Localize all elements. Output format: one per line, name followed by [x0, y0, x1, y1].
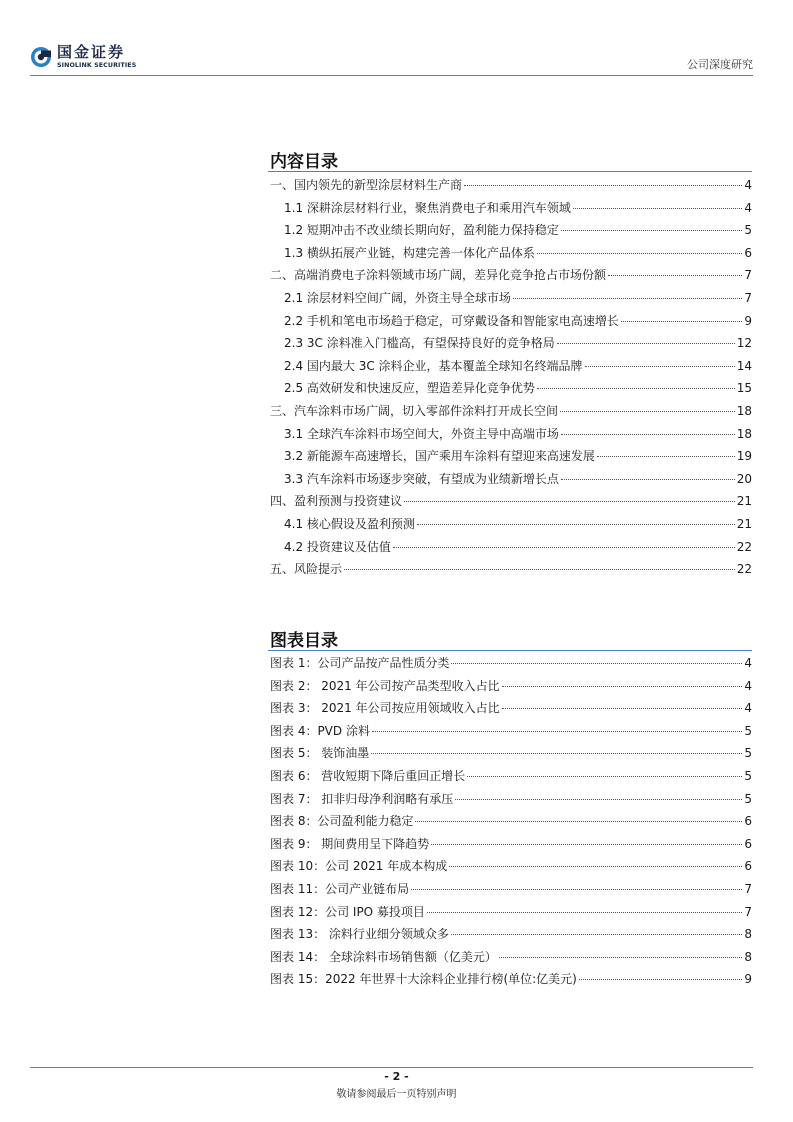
toc-entry-title: 4.1 核心假设及盈利预测	[284, 516, 415, 531]
dot-leader	[561, 479, 735, 480]
toc-entry[interactable]	[270, 312, 752, 335]
toc-entry[interactable]	[270, 357, 752, 380]
figure-list-entry-title: 图表 3： 2021 年公司按应用领域收入占比	[270, 701, 500, 716]
dot-leader	[502, 708, 743, 709]
figure-list-entry-title: 图表 13： 涂料行业细分领域众多	[270, 927, 449, 942]
dot-leader	[393, 547, 735, 548]
toc-entry-page: 22	[736, 539, 752, 554]
toc-entry-page: 18	[736, 426, 752, 441]
toc-entry[interactable]	[270, 538, 752, 561]
dot-leader	[499, 957, 742, 958]
dot-leader	[579, 979, 743, 980]
figure-list-entry-title: 图表 6： 营收短期下降后重回正增长	[270, 768, 466, 783]
toc-entry-title: 3.3 汽车涂料市场逐步突破，有望成为业绩新增长点	[284, 471, 559, 486]
figure-list-entry-page: 8	[744, 949, 752, 964]
figure-list-entry[interactable]	[270, 970, 752, 993]
figure-list-entry[interactable]	[270, 654, 752, 677]
sinolink-logo-icon	[30, 46, 52, 68]
toc-entry-page: 21	[736, 516, 752, 531]
figure-list-entry[interactable]	[270, 767, 752, 790]
figure-list-entry-page: 6	[744, 859, 752, 874]
toc-entry-page: 5	[744, 223, 752, 238]
dot-leader	[451, 663, 742, 664]
dot-leader	[621, 321, 742, 322]
toc-entry-page: 15	[736, 381, 752, 396]
toc-entry[interactable]	[270, 266, 752, 289]
dot-leader	[415, 821, 742, 822]
dot-leader	[455, 799, 742, 800]
toc-entry-title: 四、盈利预测与投资建议	[270, 494, 403, 509]
dot-leader	[372, 731, 742, 732]
figures-title-rule	[268, 650, 752, 651]
figure-list-entry-title: 图表 7： 扣非归母净利润略有承压	[270, 791, 454, 806]
figure-list-entry-title: 图表 12：公司 IPO 募投项目	[270, 904, 425, 919]
figure-list-entry[interactable]	[270, 699, 752, 722]
toc-entry[interactable]	[270, 221, 752, 244]
figure-list-entry[interactable]	[270, 677, 752, 700]
toc-entry-page: 7	[744, 268, 752, 283]
toc-entry-page: 4	[744, 178, 752, 192]
toc-entry[interactable]	[270, 176, 752, 199]
figure-list-entry-title: 图表 10：公司 2021 年成本构成	[270, 859, 448, 874]
toc-entry[interactable]	[270, 425, 752, 448]
figure-list-entry-page: 4	[744, 678, 752, 693]
toc-entry-title: 1.2 短期冲击不改业绩长期向好，盈利能力保持稳定	[284, 223, 559, 238]
dot-leader	[344, 569, 735, 570]
toc-entry[interactable]	[270, 244, 752, 267]
toc-entry-page: 19	[736, 449, 752, 464]
logo-chinese-name: 国金证券	[57, 43, 126, 61]
dot-leader	[560, 411, 735, 412]
toc-entry[interactable]	[270, 492, 752, 515]
toc-entry-page: 22	[736, 562, 752, 577]
figure-list-entry[interactable]	[270, 722, 752, 745]
dot-leader	[537, 388, 735, 389]
figure-list-entry-title: 图表 5： 装饰油墨	[270, 746, 370, 761]
report-type-label: 公司深度研究	[687, 58, 753, 71]
toc-entry[interactable]	[270, 289, 752, 312]
figure-list-entry-page: 5	[744, 746, 752, 761]
figure-list-entry-title: 图表 11：公司产业链布局	[270, 881, 410, 896]
dot-leader	[502, 686, 743, 687]
figure-list-entry-page: 6	[744, 836, 752, 851]
figure-list-entry[interactable]	[270, 903, 752, 926]
dot-leader	[451, 934, 742, 935]
dot-leader	[561, 434, 735, 435]
page-header	[0, 0, 793, 76]
figure-list-entry-page: 8	[744, 927, 752, 942]
figure-list-entry[interactable]	[270, 835, 752, 858]
figure-list-entry-title: 图表 14： 全球涂料市场销售额（亿美元）	[270, 949, 497, 964]
figure-list-entry-title: 图表 2： 2021 年公司按产品类型收入占比	[270, 678, 500, 693]
figure-list-entry-page: 5	[744, 723, 752, 738]
toc-entry-title: 2.1 涂层材料空间广阔，外资主导全球市场	[284, 290, 511, 305]
dot-leader	[464, 185, 742, 186]
dot-leader	[371, 753, 742, 754]
figure-list-entry-title: 图表 8：公司盈利能力稳定	[270, 814, 414, 829]
logo-english-name: SINOLINK SECURITIES	[57, 62, 137, 69]
page-number: - 2 -	[384, 1070, 409, 1083]
toc-entry[interactable]	[270, 334, 752, 357]
table-of-contents	[270, 176, 752, 583]
figure-list-entry[interactable]	[270, 857, 752, 880]
toc-entry[interactable]	[270, 515, 752, 538]
figure-list-entry-title: 图表 1：公司产品按产品性质分类	[270, 656, 450, 670]
figure-list-entry-title: 图表 4：PVD 涂料	[270, 723, 370, 738]
toc-entry-page: 9	[744, 313, 752, 328]
company-logo	[30, 45, 136, 69]
header-divider	[30, 75, 753, 76]
toc-entry-title: 3.2 新能源车高速增长，国产乘用车涂料有望迎来高速发展	[284, 449, 595, 464]
dot-leader	[427, 912, 742, 913]
dot-leader	[417, 524, 735, 525]
disclaimer-note: 敬请参阅最后一页特别声明	[336, 1089, 457, 1100]
toc-entry[interactable]	[270, 199, 752, 222]
toc-entry[interactable]	[270, 379, 752, 402]
toc-entry-title: 三、汽车涂料市场广阔，切入零部件涂料打开成长空间	[270, 403, 559, 418]
toc-entry-page: 20	[736, 471, 752, 486]
toc-entry-page: 7	[744, 290, 752, 305]
toc-entry-title: 2.5 高效研发和快速反应，塑造差异化竞争优势	[284, 381, 535, 396]
dot-leader	[404, 501, 735, 502]
figure-list-entry-page: 5	[744, 791, 752, 806]
figure-list-entry[interactable]	[270, 925, 752, 948]
dot-leader	[537, 253, 742, 254]
toc-entry[interactable]	[270, 402, 752, 425]
figures-title: 图表目录	[270, 631, 338, 651]
toc-entry-title: 3.1 全球汽车涂料市场空间大，外资主导中高端市场	[284, 426, 559, 441]
figure-list-entry-page: 9	[744, 972, 752, 987]
dot-leader	[573, 208, 742, 209]
dot-leader	[561, 230, 742, 231]
figure-list-entry-page: 4	[744, 656, 752, 670]
figure-list-entry[interactable]	[270, 812, 752, 835]
toc-entry-page: 12	[736, 336, 752, 351]
figure-list-entry-page: 7	[744, 881, 752, 896]
contents-title-rule	[268, 171, 752, 172]
toc-entry[interactable]	[270, 560, 752, 583]
dot-leader	[513, 298, 742, 299]
dot-leader	[431, 844, 742, 845]
toc-entry-title: 二、高端消费电子涂料领域市场广阔，差异化竞争抢占市场份额	[270, 268, 607, 283]
toc-entry-title: 1.3 横纵拓展产业链，构建完善一体化产品体系	[284, 245, 535, 260]
toc-entry[interactable]	[270, 447, 752, 470]
figure-list-entry-title: 图表 9： 期间费用呈下降趋势	[270, 836, 430, 851]
dot-leader	[585, 366, 735, 367]
figure-list-entry[interactable]	[270, 880, 752, 903]
toc-entry-title: 2.4 国内最大 3C 涂料企业，基本覆盖全球知名终端品牌	[284, 358, 583, 373]
toc-entry-page: 18	[736, 403, 752, 418]
dot-leader	[449, 866, 742, 867]
figure-list-entry-page: 7	[744, 904, 752, 919]
toc-entry-page: 21	[736, 494, 752, 509]
toc-entry-title: 4.2 投资建议及估值	[284, 539, 391, 554]
figure-list-entry-title: 图表 15：2022 年世界十大涂料企业排行榜(单位:亿美元)	[270, 972, 577, 987]
toc-entry-page: 4	[744, 200, 752, 215]
toc-entry-title: 2.2 手机和笔电市场趋于稳定，可穿戴设备和智能家电高速增长	[284, 313, 619, 328]
toc-entry-title: 1.1 深耕涂层材料行业，聚焦消费电子和乘用汽车领域	[284, 200, 571, 215]
list-of-figures	[270, 654, 752, 993]
figure-list-entry-page: 5	[744, 768, 752, 783]
figure-list-entry[interactable]	[270, 790, 752, 813]
footer-divider	[30, 1067, 753, 1068]
figure-list-entry-page: 4	[744, 701, 752, 716]
toc-entry-page: 14	[736, 358, 752, 373]
toc-entry[interactable]	[270, 470, 752, 493]
toc-entry-title: 五、风险提示	[270, 562, 343, 577]
toc-entry-title: 一、国内领先的新型涂层材料生产商	[270, 178, 463, 192]
toc-entry-page: 6	[744, 245, 752, 260]
dot-leader	[467, 776, 742, 777]
dot-leader	[411, 889, 742, 890]
dot-leader	[608, 275, 742, 276]
contents-title: 内容目录	[270, 152, 338, 172]
dot-leader	[597, 456, 735, 457]
figure-list-entry[interactable]	[270, 948, 752, 971]
dot-leader	[557, 343, 735, 344]
figure-list-entry-page: 6	[744, 814, 752, 829]
figure-list-entry[interactable]	[270, 744, 752, 767]
toc-entry-title: 2.3 3C 涂料准入门槛高，有望保持良好的竞争格局	[284, 336, 555, 351]
